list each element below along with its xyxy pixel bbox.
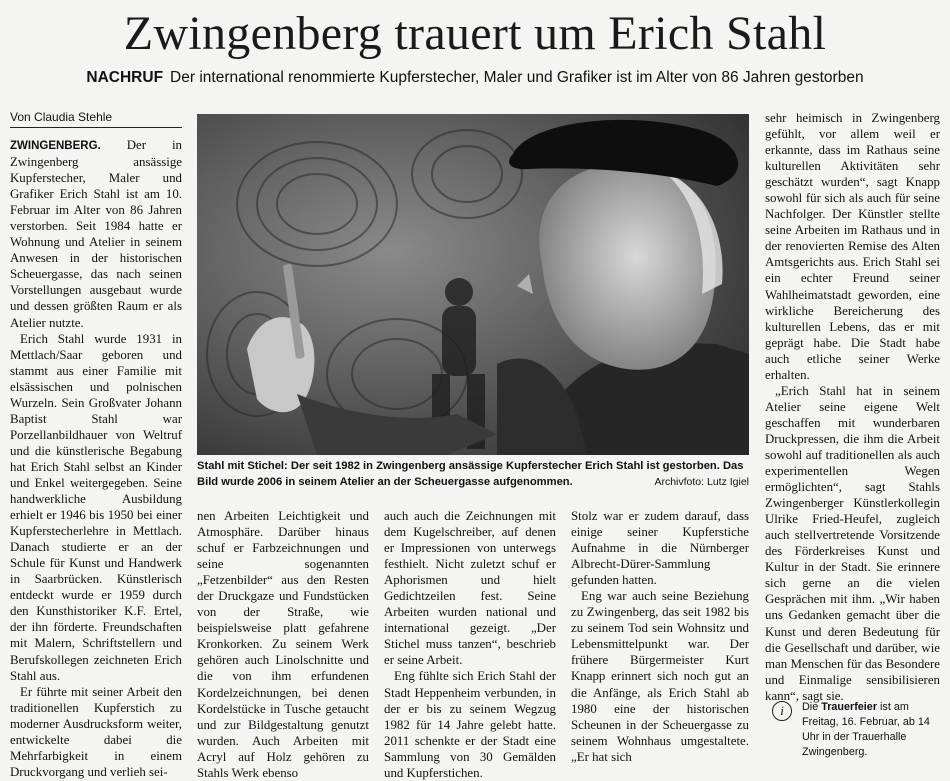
article-column-2 <box>197 508 369 781</box>
article-column-5 <box>765 110 940 704</box>
article-photo <box>197 114 749 455</box>
paragraph: „Erich Stahl hat in seinem Atelier seine eigene Welt geschaffen mit wunderbaren Druckpressen, die ihm die Arbeit sowohl auf traditionellen als auch experimentellen Wegen ermöglichten“, sagt Stahls Zwingenberger Künstlerkollegin Ulrike Fried-Heufel, zugleich auch stellvertretende Vorsitzende des Förderkreises Kunst und Kultur in der Stadt. Sie erinnere sich gerne an die vielen Gesprächen mit ihm. „Wir haben uns Gedanken gemacht über die Kunst und deren Bedeutung für die Gesellschaft und darüber, wie man Menschen für das Besondere und Einmalige sensibilisieren kann“, sagt sie. <box>765 383 940 703</box>
article-column-3 <box>384 508 556 781</box>
paragraph-text: Der in Zwingenberg ansässige Kupferstecher, Maler und Grafiker Erich Stahl ist am 10. Februar im Alter von 86 Jahren verstorben. Seit 1984 hatte er Wohnung und Atelier in seinem Anwesen in der historischen Scheuergasse, das nach seinen Vorstellungen ausgebaut wurde und dessen größten Raum er als Atelier nutzte. <box>10 138 182 330</box>
dateline: ZWINGENBERG. <box>10 140 101 152</box>
subheadline <box>0 68 950 88</box>
subheadline-text: Der international renommierte Kupferstecher, Maler und Grafiker ist im Alter von 86 Jahren gestorben <box>170 69 864 86</box>
paragraph: Eng war auch seine Beziehung zu Zwingenberg, das seit 1982 bis zu seinem Tod sein Wohnsitz und Lebensmittelpunkt war. Der frühere Bürgermeister Kurt Knapp erinnert sich noch gut an die Anfänge, als Erich Stahl ab 1980 eine der historischen Scheunen in der Scheuergasse zu seinem Wohnhaus umgestaltete. „Er hat sich <box>571 589 749 764</box>
portrait-photo <box>197 114 749 455</box>
info-icon: i <box>772 701 792 721</box>
paragraph: sehr heimisch in Zwingenberg gefühlt, vor allem weil er erkannte, dass im Rathaus seine kulturellen Aktivitäten sehr geschätzt wurden“, sagt Knapp sowohl für sich als auch für seine Nachfolger. Der Künstler stellte seine Arbeiten im Rathaus und in der renovierten Remise des Alten Amtsgerichts aus. Erich Stahl sei ein echter Freund seiner Wahlheimatstadt geworden, eine wirkliche Bereicherung des kulturellen Lebens, das er mit geprägt habe. Die Stadt habe auch etliche seiner Werke erhalten. <box>765 111 940 382</box>
paragraph: Er führte mit seiner Arbeit den traditionellen Kupferstich zu moderner Ausdrucksform weiter, entwickelte dabei die Mehrfarbigkeit in einem Druckvorgang und verlieh sei- <box>10 684 182 779</box>
headline: Zwingenberg trauert um Erich Stahl <box>123 7 827 60</box>
article-column-1 <box>10 137 182 780</box>
article-column-4 <box>571 508 749 765</box>
paragraph <box>10 137 182 331</box>
funeral-note <box>770 700 945 760</box>
paragraph: nen Arbeiten Leichtigkeit und Atmosphäre. Darüber hinaus schuf er Farbzeichnungen und seine sogenannten „Fetzenbilder“ aus den Resten der Druckgaze und Fundstücken von der Straße, wie beispielsweise platt gefahrene Kronkorken. Zu seinem Werk gehören auch Linolschnitte und die von ihm erfundenen Kordelzeichnungen, bei denen Kordelstücke in Tusche getaucht und zur Bildgestaltung genutzt wurden. Auch Arbeiten mit Acryl auf Holz gehören zu Stahls Werk ebenso <box>197 509 369 780</box>
byline: Von Claudia Stehle <box>10 110 182 128</box>
paragraph: Stolz war er zudem darauf, dass einige seiner Kupferstiche Aufnahme in die Nürnberger Albrecht-Dürer-Sammlung gefunden hatten. <box>571 509 749 588</box>
paragraph: auch auch die Zeichnungen mit dem Kugelschreiber, auf denen er Impressionen von unterwegs festhielt. Nicht zuletzt schuf er Aphorismen und hielt Gedichtzeilen fest. Seine Arbeiten wurden national und international gezeigt. „Der Stichel muss tanzen“, beschrieb er seine Arbeit. <box>384 509 556 668</box>
paragraph: Erich Stahl wurde 1931 in Mettlach/Saar geboren und stammt aus einer Familie mit elsässischen und polnischen Wurzeln. Sein Großvater Johann Baptist Stahl war Porzellanbildhauer von Weltruf und die künstlerische Begabung hat Erich Stahl selbst an Kinder und Enkel weitergegeben. Seine handwerkliche Ausbildung erhielt er 1946 bis 1950 bei einer Kupferstecherlehre in Mettlach. Danach studierte er an der Schule für Kunst und Handwerk in Saarbrücken. Künstlerisch entdeckt wurde er 1959 durch den Kunsthistoriker K.F. Ertel, der ihn förderte. Freundschaften mit Malern, Schriftstellern und Berufskollegen zeichneten Erich Stahl aus. <box>10 331 182 683</box>
paragraph: Eng fühlte sich Erich Stahl der Stadt Heppenheim verbunden, in der er bis zu seinem Wegzug 1982 für 14 Jahre gelebt hatte. 2011 schenkte er der Stadt eine Sammlung von 30 Gemälden und Kupferstichen. <box>384 669 556 780</box>
note-text: ist am Freitag, 16. Februar, ab 14 Uhr in der Trauerhalle Zwingenberg. <box>802 701 930 758</box>
photo-caption <box>197 459 749 490</box>
kicker-label: NACHRUF <box>86 69 164 86</box>
photo-credit: Archivfoto: Lutz Igiel <box>654 475 749 488</box>
note-text: Die <box>802 701 819 713</box>
caption-title: Stahl mit Stichel: <box>197 460 288 472</box>
caption-text: Der seit 1982 in Zwingenberg ansässige Kupferstecher Erich Stahl ist gestorben. Das Bild wurde 2006 in seinem Atelier an der Scheuergasse aufgenommen. <box>197 460 744 488</box>
note-highlight: Trauerfeier <box>821 701 878 713</box>
